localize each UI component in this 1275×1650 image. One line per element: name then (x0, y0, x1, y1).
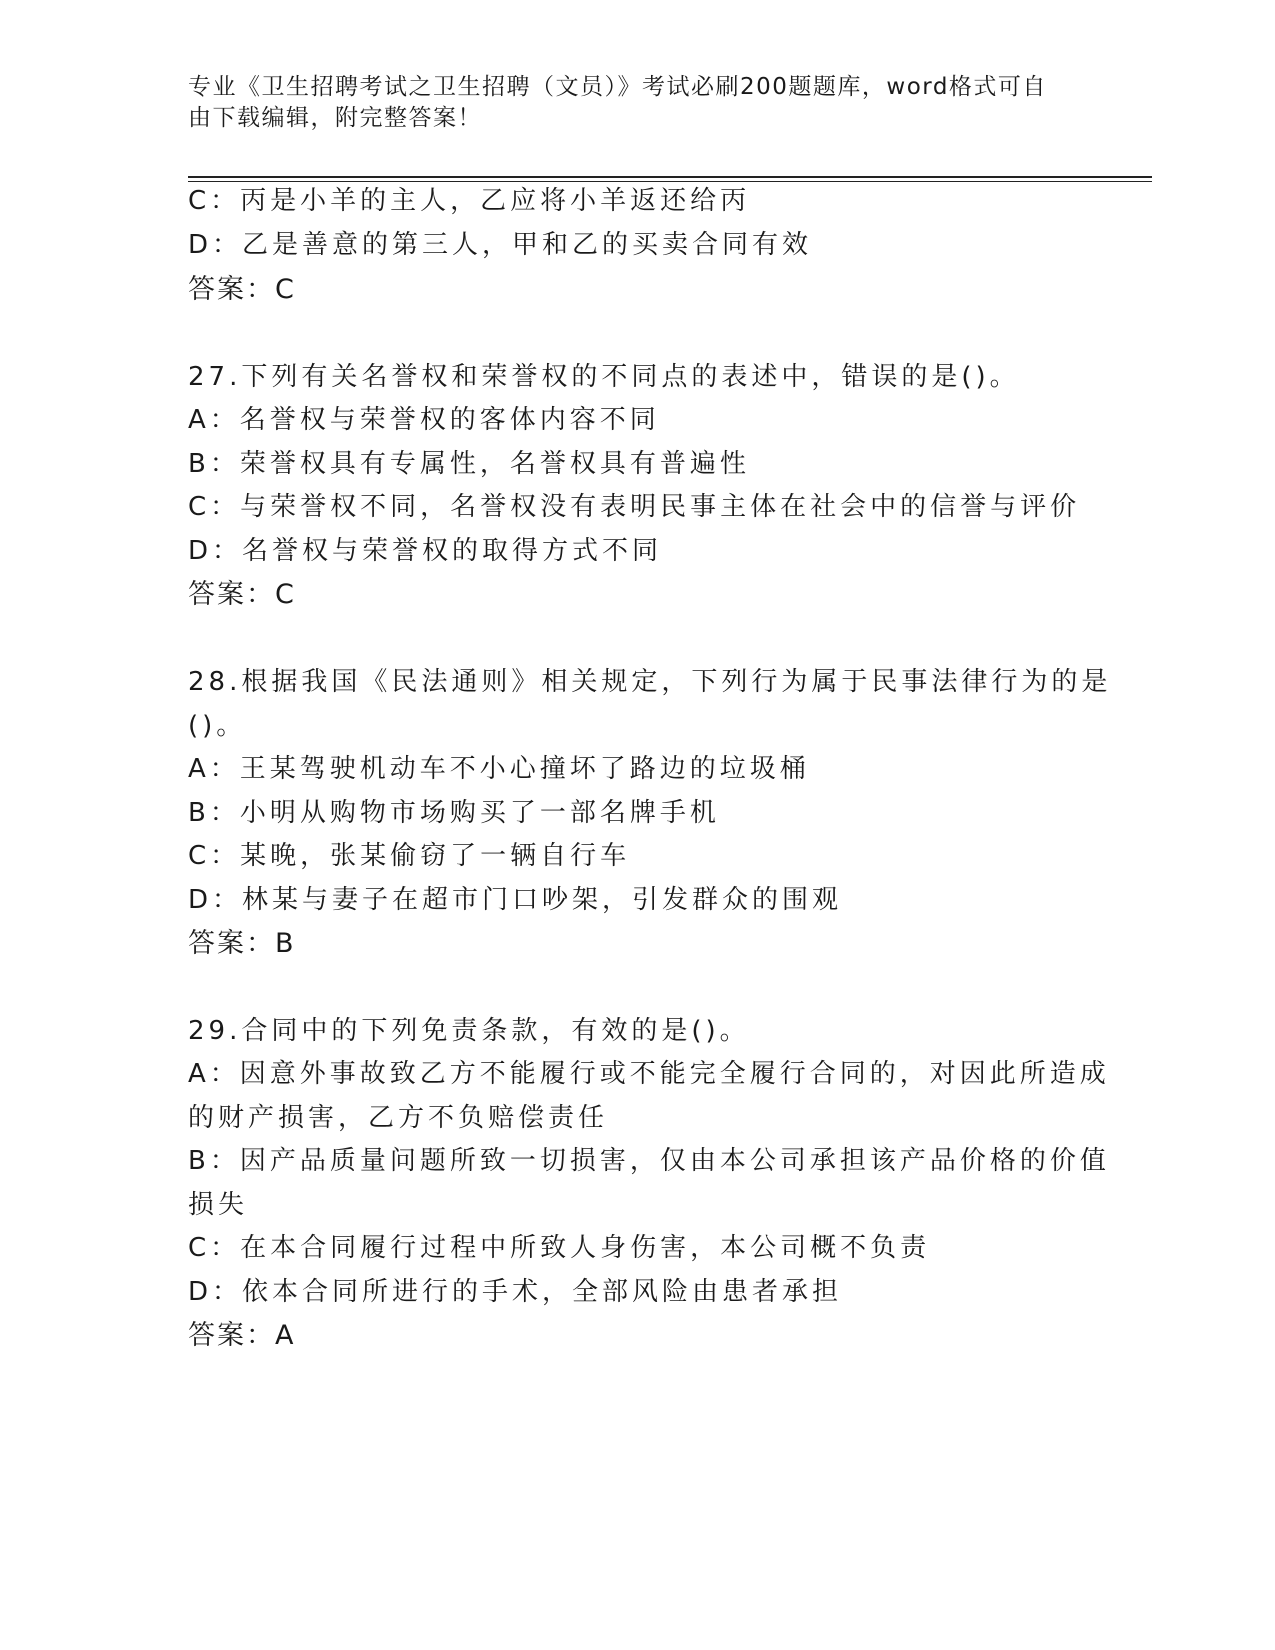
header-line-2: 由下载编辑，附完整答案！ (188, 105, 482, 131)
q28-option-a: A：王某驾驶机动车不小心撞坏了路边的垃圾桶 (188, 754, 810, 784)
q29-option-a-line-1: A：因意外事故致乙方不能履行或不能完全履行合同的，对因此所造成 (188, 1059, 1110, 1089)
q28-option-d: D：林某与妻子在超市门口吵架，引发群众的围观 (188, 885, 843, 915)
q29-option-a-line-2: 的财产损害，乙方不负赔偿责任 (188, 1103, 609, 1133)
q28-option-b: B：小明从购物市场购买了一部名牌手机 (188, 798, 720, 828)
q28-stem-line-2: ()。 (188, 711, 247, 741)
q28-option-c: C：某晚，张某偷窃了一辆自行车 (188, 841, 631, 871)
q27-option-a: A：名誉权与荣誉权的客体内容不同 (188, 405, 660, 435)
header-rule-thick (188, 176, 1152, 178)
q28-answer: 答案：B (188, 928, 296, 959)
q29-option-b-line-1: B：因产品质量问题所致一切损害，仅由本公司承担该产品价格的价值 (188, 1146, 1110, 1176)
prev-answer: 答案：C (188, 274, 296, 305)
page-header (188, 72, 1068, 134)
prev-option-c: C：丙是小羊的主人，乙应将小羊返还给丙 (188, 186, 751, 216)
q28-stem-line-1: 28.根据我国《民法通则》相关规定，下列行为属于民事法律行为的是 (188, 667, 1112, 697)
q27-stem: 27.下列有关名誉权和荣誉权的不同点的表述中，错误的是()。 (188, 362, 1020, 392)
q29-option-c: C：在本合同履行过程中所致人身伤害，本公司概不负责 (188, 1233, 931, 1263)
q29-option-b-line-2: 损失 (188, 1190, 249, 1220)
header-line-1: 专业《卫生招聘考试之卫生招聘（文员）》考试必刷200题题库，word格式可自 (188, 74, 1047, 100)
q29-answer: 答案：A (188, 1320, 296, 1351)
q29-stem: 29.合同中的下列免责条款，有效的是()。 (188, 1016, 750, 1046)
q29-option-d: D：依本合同所进行的手术，全部风险由患者承担 (188, 1277, 843, 1307)
prev-option-d: D：乙是善意的第三人，甲和乙的买卖合同有效 (188, 230, 813, 260)
q27-option-d: D：名誉权与荣誉权的取得方式不同 (188, 536, 663, 566)
q27-answer: 答案：C (188, 579, 296, 610)
header-rule-thin (188, 181, 1152, 182)
q27-option-b: B：荣誉权具有专属性，名誉权具有普遍性 (188, 449, 750, 479)
q27-option-c: C：与荣誉权不同，名誉权没有表明民事主体在社会中的信誉与评价 (188, 492, 1081, 522)
